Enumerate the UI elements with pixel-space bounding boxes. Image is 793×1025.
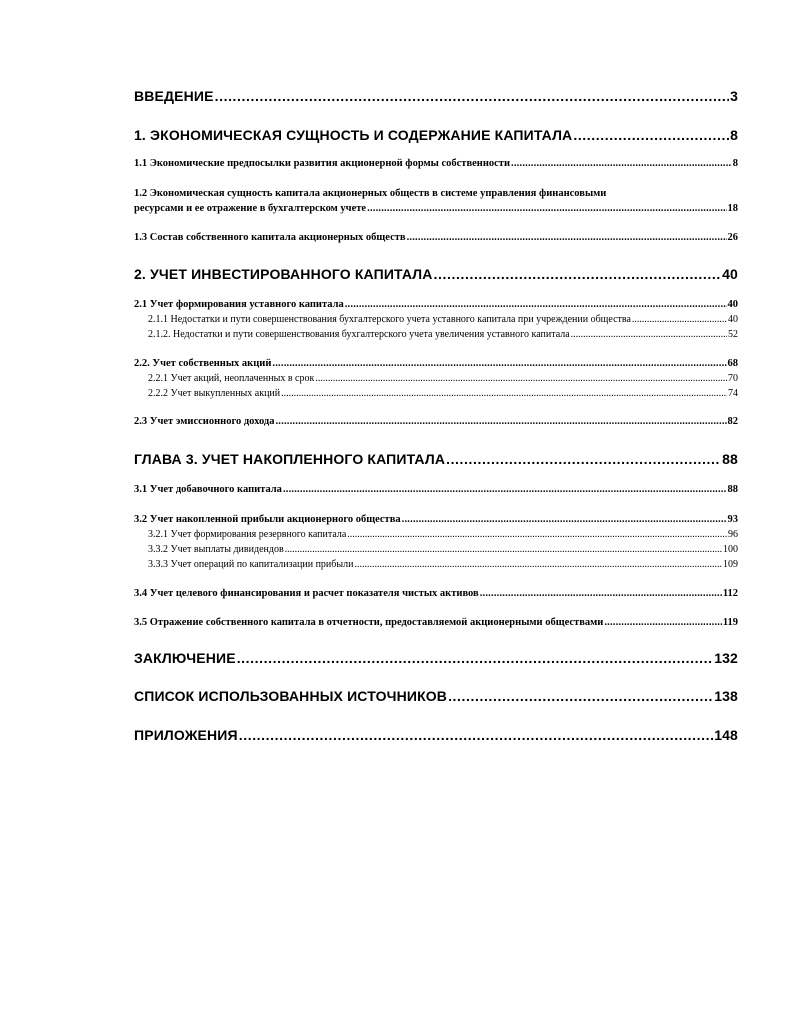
toc-entry-label: 2.2.1 Учет акций, неоплаченных в срок xyxy=(148,373,315,384)
toc-entry-section-1-1 xyxy=(134,158,738,169)
toc-entry-label: ВВЕДЕНИЕ xyxy=(134,88,214,104)
toc-entry-section-2-3 xyxy=(134,416,738,427)
toc-entry-section-3-2 xyxy=(134,514,738,525)
toc-entry-label: СПИСОК ИСПОЛЬЗОВАННЫХ ИСТОЧНИКОВ xyxy=(134,688,448,704)
toc-entry-page: 96 xyxy=(728,529,738,540)
toc-entry-page: 112 xyxy=(722,588,738,599)
leader-dots xyxy=(283,484,727,495)
toc-entry-subsection-3-3-2 xyxy=(148,544,738,555)
leader-dots xyxy=(215,88,729,104)
toc-entry-page: 68 xyxy=(727,358,738,369)
toc-entry-chapter-3 xyxy=(134,451,738,467)
leader-dots xyxy=(434,266,722,282)
leader-dots xyxy=(347,529,727,540)
leader-dots xyxy=(345,299,727,310)
toc-entry-section-1-3 xyxy=(134,232,738,243)
toc-entry-label: ЗАКЛЮЧЕНИЕ xyxy=(134,650,236,666)
toc-entry-label-continued: ресурсами и ее отражение в бухгалтерском учете xyxy=(134,203,367,214)
toc-entry-page: 119 xyxy=(722,617,738,628)
toc-entry-page: 52 xyxy=(728,329,738,340)
leader-dots xyxy=(272,358,726,369)
toc-entry-label: 3.3.2 Учет выплаты дивидендов xyxy=(148,544,284,555)
toc-entry-section-2-1 xyxy=(134,299,738,310)
toc-entry-subsection-2-1-2 xyxy=(148,329,738,340)
toc-entry-page: 40 xyxy=(727,299,738,310)
toc-entry-label: 3.4 Учет целевого финансирования и расчет показателя чистых активов xyxy=(134,588,479,599)
toc-entry-label: 2.1 Учет формирования уставного капитала xyxy=(134,299,344,310)
leader-dots xyxy=(632,314,727,325)
toc-entry-page: 74 xyxy=(728,388,738,399)
toc-entry-page: 88 xyxy=(727,484,738,495)
toc-entry-label: 3.2.1 Учет формирования резервного капитала xyxy=(148,529,347,540)
toc-entry-page: 109 xyxy=(723,559,738,570)
leader-dots xyxy=(402,514,727,525)
leader-dots xyxy=(446,451,721,467)
toc-entry-label: 3.1 Учет добавочного капитала xyxy=(134,484,282,495)
toc-entry-section-2-2 xyxy=(134,358,738,369)
toc-entry-page: 88 xyxy=(722,451,738,467)
toc-entry-label: 2. УЧЕТ ИНВЕСТИРОВАННОГО КАПИТАЛА xyxy=(134,266,433,282)
toc-entry-page: 132 xyxy=(714,650,738,666)
toc-entry-page: 3 xyxy=(730,88,738,104)
leader-dots xyxy=(448,688,713,704)
toc-entry-page: 18 xyxy=(727,203,738,214)
toc-entry-bibliography xyxy=(134,688,738,704)
leader-dots xyxy=(367,203,726,214)
toc-entry-label: 1. ЭКОНОМИЧЕСКАЯ СУЩНОСТЬ И СОДЕРЖАНИЕ КАПИТАЛА xyxy=(134,127,573,143)
toc-entry-label: 2.2. Учет собственных акций xyxy=(134,358,272,369)
toc-entry-conclusion xyxy=(134,650,738,666)
leader-dots xyxy=(571,329,727,340)
toc-entry-subsection-3-3-3 xyxy=(148,559,738,570)
leader-dots xyxy=(511,158,732,169)
leader-dots xyxy=(275,416,726,427)
toc-entry-page: 8 xyxy=(732,158,738,169)
toc-entry-appendices xyxy=(134,727,738,743)
toc-entry-page: 148 xyxy=(714,727,738,743)
toc-entry-label: ПРИЛОЖЕНИЯ xyxy=(134,727,238,743)
toc-entry-page: 40 xyxy=(728,314,738,325)
toc-entry-label: 3.2 Учет накопленной прибыли акционерного общества xyxy=(134,514,401,525)
leader-dots xyxy=(480,588,722,599)
toc-entry-section-3-1 xyxy=(134,484,738,495)
toc-entry-subsection-2-1-1 xyxy=(148,314,738,325)
leader-dots xyxy=(285,544,722,555)
leader-dots xyxy=(604,617,722,628)
toc-entry-chapter-2 xyxy=(134,266,738,282)
toc-entry-section-3-4 xyxy=(134,588,738,599)
toc-entry-subsection-3-2-1 xyxy=(148,529,738,540)
toc-entry-introduction xyxy=(134,88,738,104)
toc-entry-page: 82 xyxy=(727,416,738,427)
toc-entry-label: 1.1 Экономические предпосылки развития акционерной формы собственности xyxy=(134,158,511,169)
leader-dots xyxy=(354,559,722,570)
toc-entry-section-3-5 xyxy=(134,617,738,628)
toc-entry-chapter-1 xyxy=(134,127,738,143)
leader-dots xyxy=(237,650,714,666)
toc-entry-label: 2.3 Учет эмиссионного дохода xyxy=(134,416,275,427)
toc-entry-label: 3.5 Отражение собственного капитала в отчетности, предоставляемой акционерными обществами xyxy=(134,617,604,628)
toc-entry-page: 138 xyxy=(714,688,738,704)
toc-entry-label: 2.2.2 Учет выкупленных акций xyxy=(148,388,281,399)
leader-dots xyxy=(315,373,727,384)
leader-dots xyxy=(407,232,727,243)
leader-dots xyxy=(573,127,729,143)
toc-entry-section-1-2-line2 xyxy=(134,203,738,214)
toc-entry-page: 26 xyxy=(727,232,738,243)
leader-dots xyxy=(281,388,727,399)
toc-entry-page: 100 xyxy=(723,544,738,555)
toc-entry-subsection-2-2-1 xyxy=(148,373,738,384)
toc-entry-section-1-2-line1 xyxy=(134,188,738,199)
toc-entry-subsection-2-2-2 xyxy=(148,388,738,399)
toc-entry-page: 93 xyxy=(727,514,738,525)
toc-entry-label: 1.3 Состав собственного капитала акционерных обществ xyxy=(134,232,406,243)
toc-entry-page: 8 xyxy=(730,127,738,143)
toc-entry-label: 2.1.1 Недостатки и пути совершенствования бухгалтерского учета уставного капитала при учреждении общества xyxy=(148,314,631,325)
toc-entry-label: 2.1.2. Недостатки и пути совершенствования бухгалтерского учета увеличения уставного капитала xyxy=(148,329,570,340)
toc-entry-label: 3.3.3 Учет операций по капитализации прибыли xyxy=(148,559,354,570)
toc-entry-page: 70 xyxy=(728,373,738,384)
toc-entry-label: ГЛАВА 3. УЧЕТ НАКОПЛЕННОГО КАПИТАЛА xyxy=(134,451,446,467)
toc-entry-label: 1.2 Экономическая сущность капитала акционерных обществ в системе управления финансовыми xyxy=(134,188,607,199)
toc-entry-page: 40 xyxy=(722,266,738,282)
leader-dots xyxy=(239,727,713,743)
